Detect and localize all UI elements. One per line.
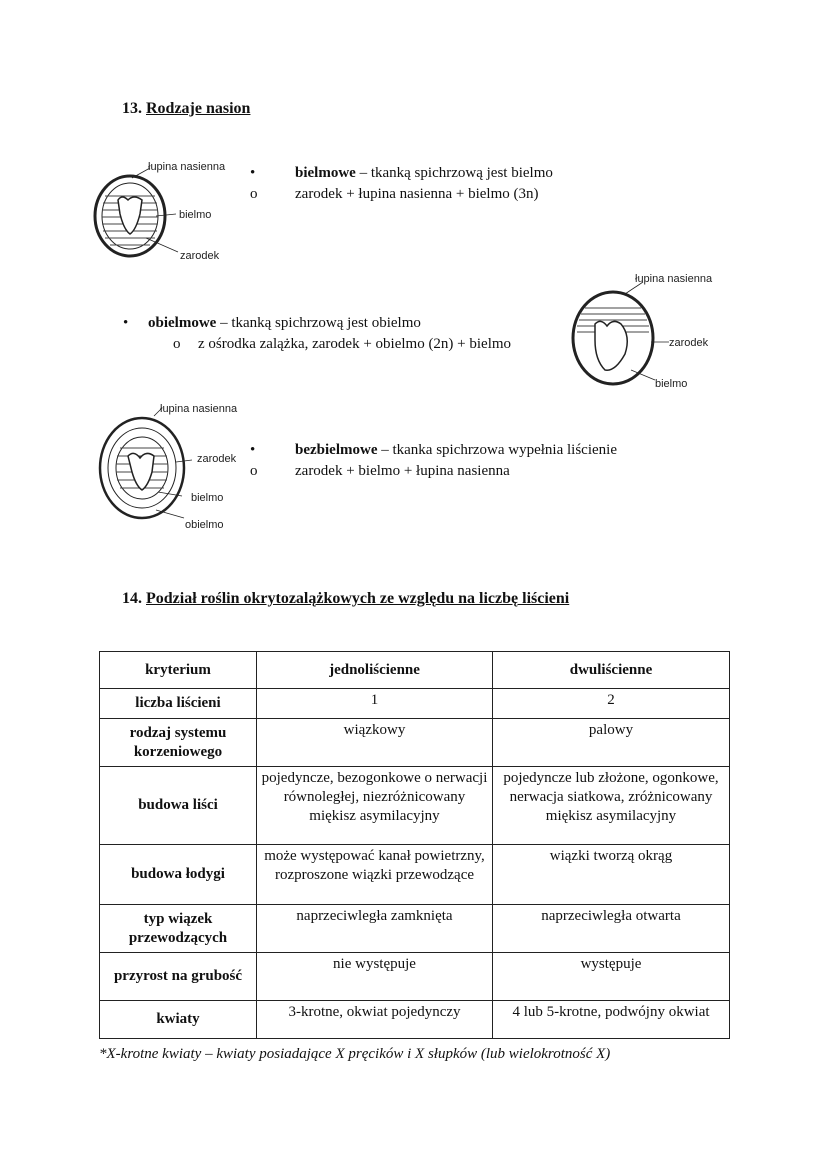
row-monocot: nie występuje — [257, 953, 493, 1001]
row-dicot: 4 lub 5-krotne, podwójny okwiat — [493, 1001, 730, 1039]
bullet-circle: o — [250, 186, 258, 202]
type-obielmowe: obielmowe – tkanką spichrzową jest obielmo — [148, 315, 421, 331]
table-row — [100, 719, 730, 767]
type-obielmowe-sub: z ośrodka zalążka, zarodek + obielmo (2n) + bielmo — [198, 336, 512, 352]
row-dicot: wiązki tworzą okrąg — [493, 845, 730, 905]
bullet-dot: • — [250, 165, 256, 181]
type-bielmowe: bielmowe – tkanką spichrzową jest bielmo — [295, 165, 553, 181]
row-dicot: 2 — [493, 689, 730, 719]
row-criterion: przyrost na grubość — [100, 953, 257, 1001]
row-dicot: pojedyncze lub złożone, ogonkowe, nerwacja siatkowa, zróżnicowany miękisz asymilacyjny — [493, 767, 730, 845]
table-row — [100, 767, 730, 845]
row-monocot: może występować kanał powietrzny, rozproszone wiązki przewodzące — [257, 845, 493, 905]
row-monocot: naprzeciwległa zamknięta — [257, 905, 493, 953]
label-bielmo: bielmo — [655, 378, 688, 390]
header-kryterium: kryterium — [100, 652, 257, 689]
row-monocot: pojedyncze, bezogonkowe o nerwacji równoległej, niezróżnicowany miękisz asymilacyjny — [257, 767, 493, 845]
type-bielmowe-sub: zarodek + łupina nasienna + bielmo (3n) — [295, 186, 539, 202]
row-dicot: występuje — [493, 953, 730, 1001]
row-monocot: 3-krotne, okwiat pojedynczy — [257, 1001, 493, 1039]
header-jednolisciennie: jednoliścienne — [257, 652, 493, 689]
label-zarodek: zarodek — [669, 337, 709, 349]
label-bielmo: bielmo — [191, 492, 224, 504]
header-dwulisciennie: dwuliścienne — [493, 652, 730, 689]
row-dicot: palowy — [493, 719, 730, 767]
row-criterion: typ wiązek przewodzących — [100, 905, 257, 953]
row-criterion: kwiaty — [100, 1001, 257, 1039]
row-criterion: budowa liści — [100, 767, 257, 845]
comparison-table — [99, 651, 730, 1039]
table-row — [100, 1001, 730, 1039]
row-criterion: rodzaj systemu korzeniowego — [100, 719, 257, 767]
row-criterion: liczba liścieni — [100, 689, 257, 719]
bullet-dot: • — [250, 442, 256, 458]
footnote: *X-krotne kwiaty – kwiaty posiadające X pręcików i X słupków (lub wielokrotność X) — [99, 1046, 611, 1062]
type-bezbielmowe: bezbielmowe – tkanka spichrzowa wypełnia liścienie — [295, 442, 617, 458]
section-13-title: Rodzaje nasion — [146, 100, 251, 117]
table-row — [100, 905, 730, 953]
label-lupina: łupina nasienna — [635, 273, 713, 285]
label-zarodek: zarodek — [197, 453, 237, 465]
row-monocot: 1 — [257, 689, 493, 719]
table-row — [100, 845, 730, 905]
type-bezbielmowe-sub: zarodek + bielmo + łupina nasienna — [295, 463, 510, 479]
label-bielmo: bielmo — [179, 209, 212, 221]
table-row — [100, 689, 730, 719]
table-row — [100, 953, 730, 1001]
row-monocot: wiązkowy — [257, 719, 493, 767]
section-13-heading: 13. Rodzaje nasion — [122, 100, 251, 117]
table-header-row — [100, 652, 730, 689]
bullet-dot: • — [123, 315, 129, 331]
label-obielmo: obielmo — [185, 519, 224, 531]
label-lupina: łupina nasienna — [148, 161, 226, 173]
row-dicot: naprzeciwległa otwarta — [493, 905, 730, 953]
label-lupina: łupina nasienna — [160, 403, 238, 415]
row-criterion: budowa łodygi — [100, 845, 257, 905]
bullet-circle: o — [173, 336, 181, 352]
label-zarodek: zarodek — [180, 250, 220, 262]
bullet-circle: o — [250, 463, 258, 479]
section-14-heading: 14. Podział roślin okrytozalążkowych ze względu na liczbę liścieni — [122, 590, 570, 607]
section-14-title: Podział roślin okrytozalążkowych ze względu na liczbę liścieni — [146, 590, 570, 607]
